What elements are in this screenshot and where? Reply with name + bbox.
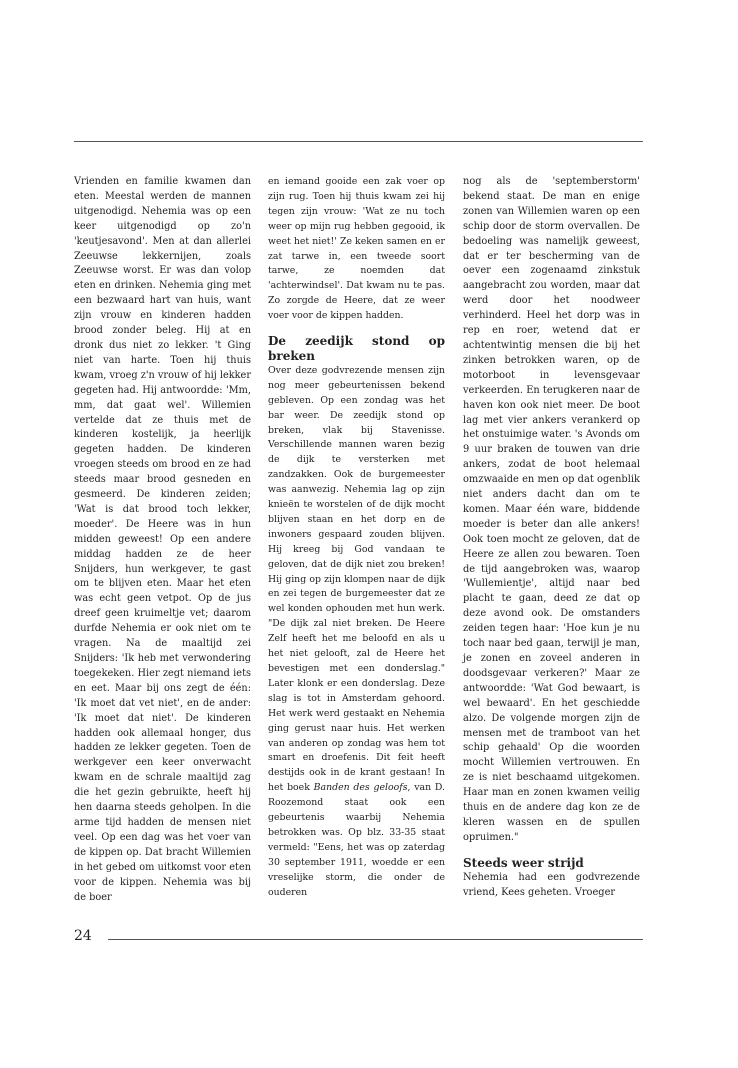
section-heading-strijd: Steeds weer strijd [463,855,584,870]
paragraph-text-tail: , van D. Roozemond staat ook een gebeurtenis waarbij Nehemia betrokken was. Op blz. 33-35 staat vermeld: "Eens, het was op zaterdag 30 september 1911, woedde er een vreselijke storm, die onder de ouderen [268,782,446,898]
page-footer [74,928,643,944]
column-3-paragraph-1: nog als de 'septemberstorm' bekend staat. De man en enige zonen van Willemien waren op een schip door de storm overvallen. De bedoeling was namelijk geweest, dat er ter bescherming van de oever een zogenaamd zinkstuk aangebracht zou worden, maar dat werd door het noodweer verhinderd. Heel het dorp was in rep en roer, wetend dat er achtentwintig mensen die bij het zinken betrokken waren, op de motorboot in levensgevaar verkeerden. En terugkeren naar de haven kon ook niet meer. De boot lag met vier ankers verankerd op het onstuimige water. 's Avonds om 9 uur braken de touwen van drie ankers, zodat de boot helemaal omzwaaide en men op dat ogenblik niet anders dacht dan om te komen. Maar één ware, biddende moeder is beter dan alle ankers! Ook toen mocht ze geloven, dat de Heere ze allen zou bewaren. Toen de tijd aangebroken was, waarop 'Wullemientje', altijd naar bed placht te gaan, deed ze dat op deze avond ook. De omstanders zeiden tegen haar: 'Hoe kun je nu toch naar bed gaan, terwijl je man, je zonen en zoveel anderen in doodsgevaar verkeren?' Maar ze antwoordde: 'Wat God bewaart, is wel bewaard'. En het geschiedde alzo. De volgende morgen zijn de mensen met de tramboot van het schip gehaald' Op die woorden mocht Willemien vertrouwen. En ze is niet beschaamd uitgekomen. Haar man en zonen kwamen veilig thuis en de andere dag kon ze de kleren wassen en de spullen opruimen." [463,176,640,843]
section-heading-zeedijk: De zeedijk stond op breken [268,334,445,363]
paragraph-text: Over deze godvrezende mensen zijn nog meer gebeurtenissen bekend gebleven. Op een zondag was het bar weer. De zeedijk stond op breken, vlak bij Stavenisse. Verschillende mannen waren bezig de dijk te versterken met zandzakken. Ook de burgemeester was aanwezig. Nehemia lag op zijn knieën te worstelen of de dijk mocht blijven staan en het dorp en de inwoners gespaard zouden blijven. Hij kreeg bij God vandaan te geloven, dat de dijk niet zou breken! Hij ging op zijn klompen naar de dijk en zei tegen de burgemeester dat ze wel konden ophouden met hun werk. "De dijk zal niet breken. De Heere Zelf heeft het me beloofd en als u het niet gelooft, zal de Heere het bevestigen met een donderslag." Later klonk er een donderslag. Deze slag is tot in Amsterdam gehoord. Het werk werd gestaakt en Nehemia ging gerust naar huis. Het werken van anderen op zondag was hem tot smart en droefenis. Dit feit heeft destijds ook in de krant gestaan! In het boek [268,364,445,794]
column-2-paragraph-1: en iemand gooide een zak voer op zijn rug. Toen hij thuis kwam zei hij tegen zijn vrouw: 'Wat ze nu toch weer op mijn rug hebben gegooid, ik weet het niet!' Ze keken samen en er zat tarwe in, een tweede soort tarwe, ze noemden dat 'achterwindsel'. Dat kwam nu te pas. Zo zorgde de Heere, dat ze weer voer voor de kippen hadden. [268,176,445,322]
text-column-2 [268,175,445,901]
column-2-paragraph-2 [268,364,445,901]
top-rule [74,141,643,142]
column-3-paragraph-2: Nehemia had een godvrezende vriend, Kees geheten. Vroeger [463,871,640,898]
text-column-1 [74,175,251,905]
bottom-rule [108,939,643,940]
column-1-paragraph: Vrienden en familie kwamen dan eten. Meestal werden de mannen uitgenodigd. Nehemia was op een keer uitgenodigd op zo'n 'keutjesavond'. Men at dan allerlei Zeeuwse lekkernijen, zoals Zeeuwse worst. Er was dan volop eten en drinken. Nehemia ging met een bezwaard hart van huis, want zijn vrouw en kinderen hadden brood zonder beleg. Hij at en dronk dus niet zo lekker. 't Ging niet van harte. Toen hij thuis kwam, vroeg z'n vrouw of hij lekker gegeten had. Hij antwoordde: 'Mm, mm, dat gaat wel'. Willemien vertelde dat ze thuis met de kinderen kostelijk, ja heerlijk gegeten hadden. De kinderen vroegen steeds om brood en ze had steeds maar brood gesneden en gesmeerd. De kinderen zeiden; 'Wat is dat brood toch lekker, moeder'. De Heere was in hun midden geweest! Op een andere middag hadden ze de heer Snijders, hun werkgever, te gast om te blijven eten. Maar het eten was echt geen vetpot. Op de jus dreef geen kruimeltje vet; daarom durfde Nehemia er ook niet om te vragen. Na de maaltijd zei Snijders: 'Ik heb met verwondering toegekeken. Hier zegt niemand iets en eet. Maar bij ons zegt de één: 'Ik moet dat vet niet', en de ander: 'Ik moet dat niet'. De kinderen hadden ook allemaal honger, dus hadden ze lekker gegeten. Toen de werkgever een keer onverwacht kwam en de schrale maaltijd zag die het gezin gebruikte, heeft hij hen daarna steeds geholpen. In die arme tijd hadden de mensen niet veel. Op een dag was het voer van de kippen op. Dat bracht Willemien in het gebed om uitkomst voor eten voor de kippen. Nehemia was bij de boer [74,176,251,903]
book-title: Banden des geloofs [313,782,408,794]
page-number: 24 [74,928,92,944]
text-column-3 [463,175,640,901]
